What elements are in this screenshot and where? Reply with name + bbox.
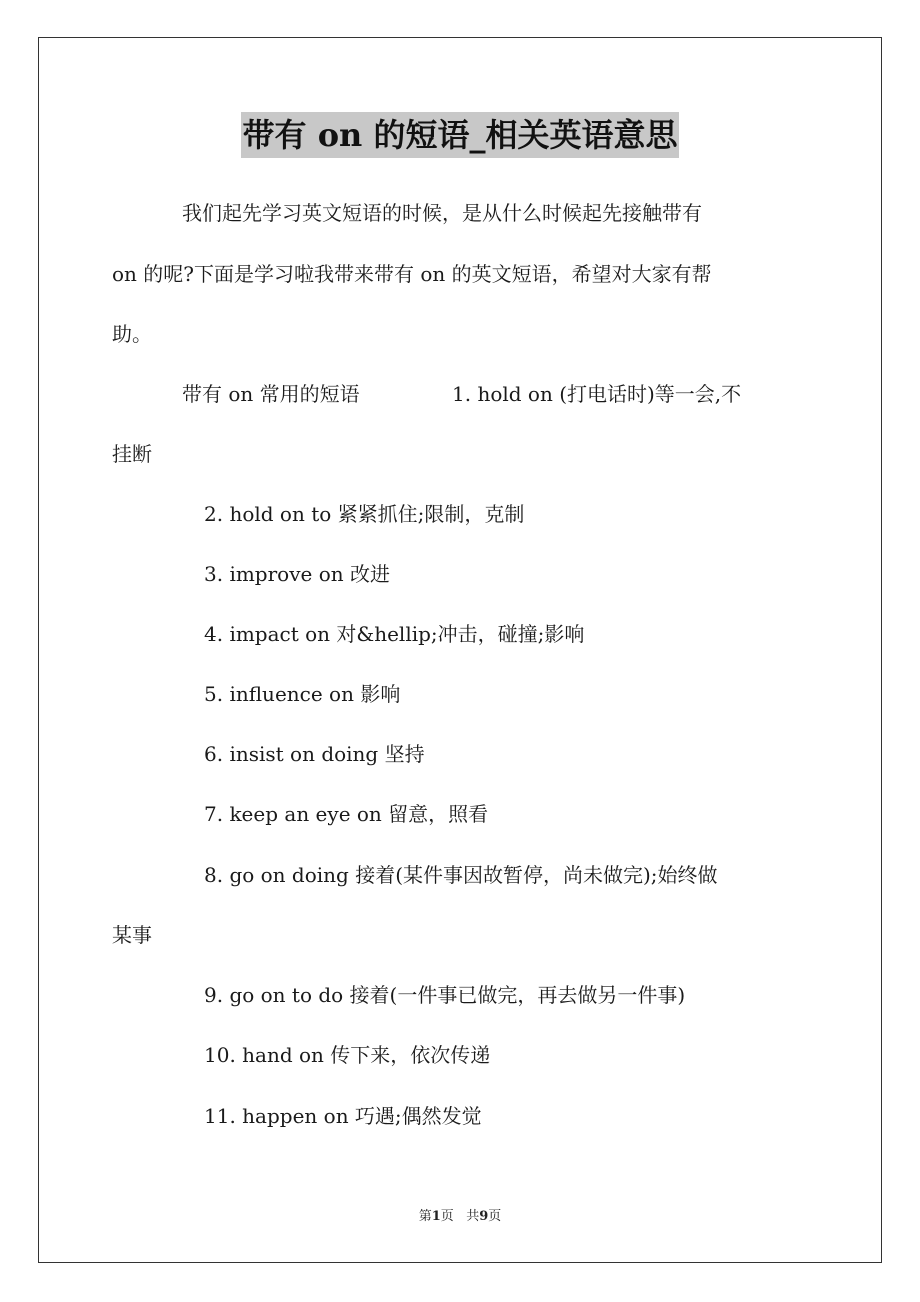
list-item-10: 10. hand on 传下来，依次传递 bbox=[204, 1043, 491, 1067]
intro-line-3: 助。 bbox=[112, 322, 152, 346]
footer-total-pages: 9 bbox=[479, 1209, 489, 1224]
list-item-11: 11. happen on 巧遇;偶然发觉 bbox=[204, 1104, 482, 1128]
list-item-7: 7. keep an eye on 留意，照看 bbox=[204, 802, 489, 826]
intro-line-2: on 的呢?下面是学习啦我带来带有 on 的英文短语，希望对大家有帮 bbox=[112, 262, 712, 286]
page-title: 带有 on 的短语_相关英语意思 bbox=[241, 112, 680, 158]
list-item-8-continued: 某事 bbox=[112, 923, 152, 947]
title-container bbox=[0, 112, 920, 158]
list-item-9: 9. go on to do 接着(一件事已做完，再去做另一件事) bbox=[204, 983, 686, 1007]
list-item-8: 8. go on doing 接着(某件事因故暂停，尚未做完);始终做 bbox=[204, 863, 718, 887]
list-item-5: 5. influence on 影响 bbox=[204, 682, 401, 706]
list-item-2: 2. hold on to 紧紧抓住;限制，克制 bbox=[204, 502, 525, 526]
intro-line-1: 我们起先学习英文短语的时候，是从什么时候起先接触带有 bbox=[182, 201, 702, 225]
list-item-1: 1. hold on (打电话时)等一会,不 bbox=[452, 382, 742, 406]
footer-mid: 页 共 bbox=[440, 1209, 480, 1224]
section-heading: 带有 on 常用的短语 bbox=[182, 382, 360, 406]
footer-page-number: 1 bbox=[431, 1209, 441, 1224]
page-footer bbox=[0, 1205, 920, 1224]
footer-prefix: 第 bbox=[418, 1209, 432, 1224]
list-item-1-continued: 挂断 bbox=[112, 442, 152, 466]
list-item-6: 6. insist on doing 坚持 bbox=[204, 742, 425, 766]
footer-suffix: 页 bbox=[488, 1209, 502, 1224]
list-item-3: 3. improve on 改进 bbox=[204, 562, 390, 586]
list-item-4: 4. impact on 对&hellip;冲击，碰撞;影响 bbox=[204, 622, 585, 646]
